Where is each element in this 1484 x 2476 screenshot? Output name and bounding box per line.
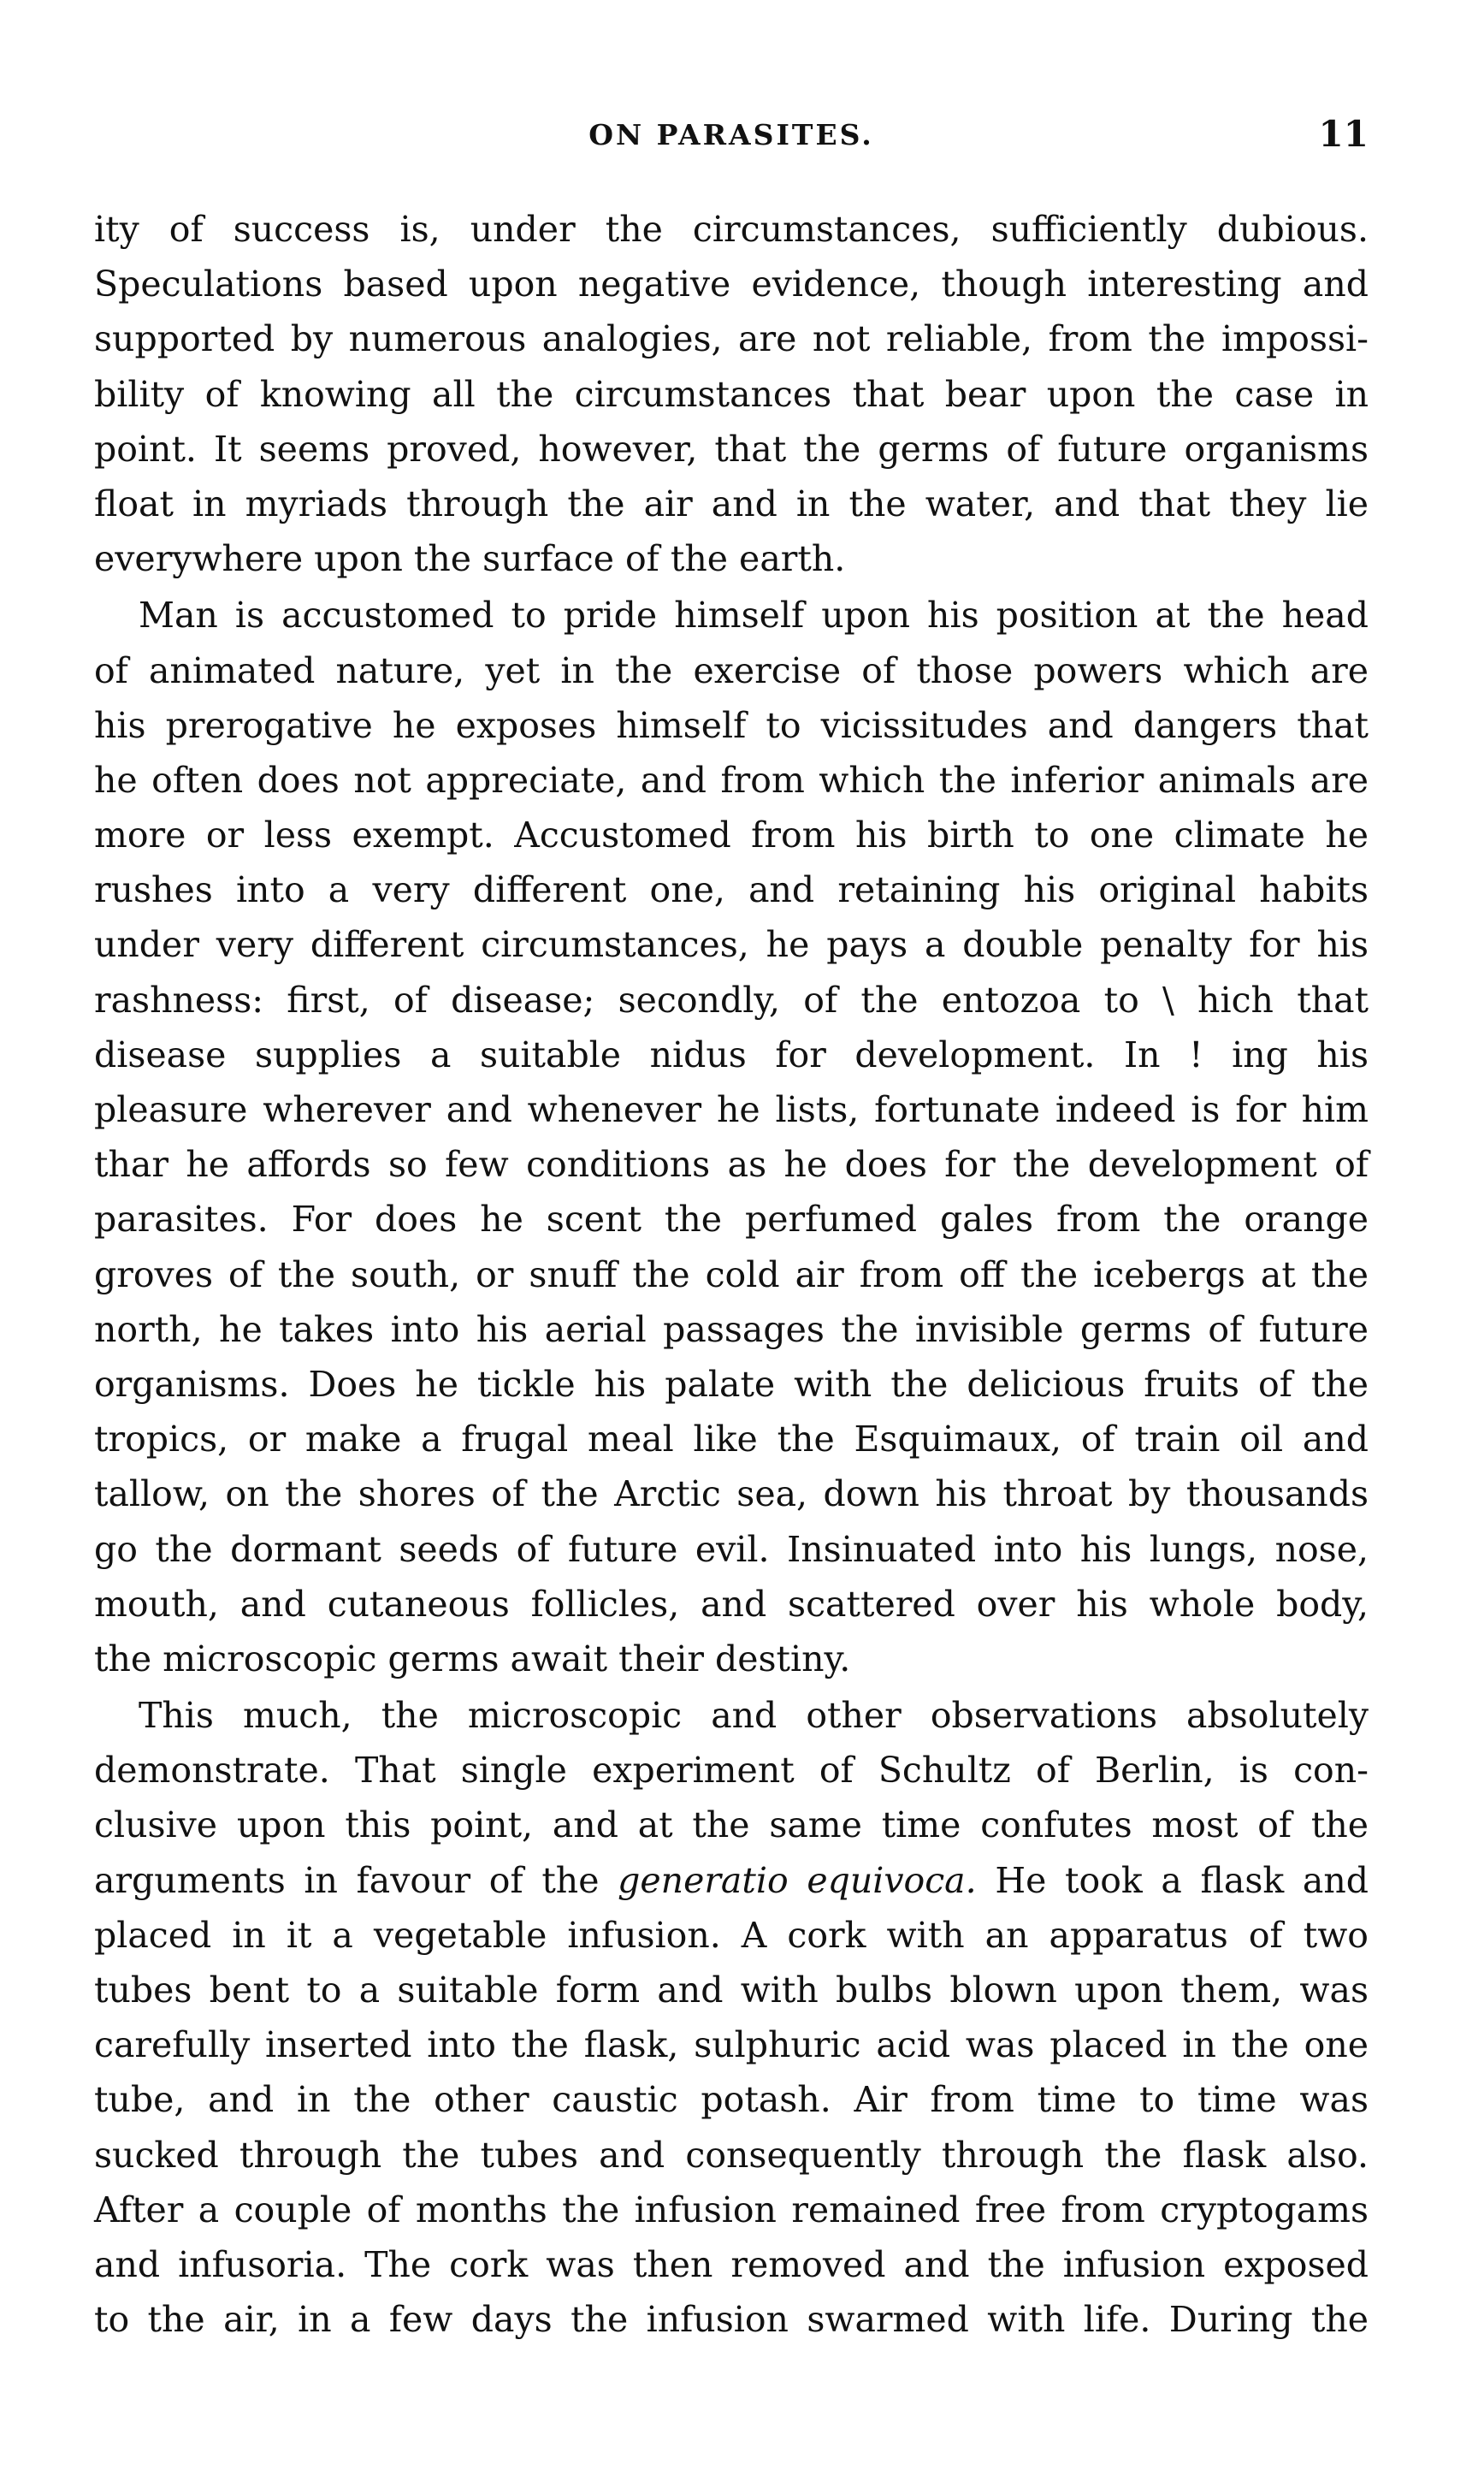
text-line: rashness: first, of disease; secondly, of the entozoa to \ hich that bbox=[94, 979, 1369, 1021]
text-line: north, he takes into his aerial passages the invisible germs of future bbox=[94, 1308, 1369, 1350]
text-line: under very different circumstances, he pays a double penalty for his bbox=[94, 924, 1369, 966]
text-line: he often does not appreciate, and from which the inferior animals are bbox=[94, 759, 1369, 801]
text-line: tropics, or make a frugal meal like the Esquimaux, of train oil and bbox=[94, 1419, 1369, 1460]
text-line: the microscopic germs await their destiny. bbox=[94, 1638, 851, 1679]
text-line: to the air, in a few days the infusion swarmed with life. During the bbox=[94, 2299, 1369, 2341]
text-line: disease supplies a suitable nidus for development. In ! ing his bbox=[94, 1034, 1369, 1075]
text-line: mouth, and cutaneous follicles, and scattered over his whole body, bbox=[94, 1583, 1369, 1625]
running-title: ON PARASITES. bbox=[588, 118, 874, 151]
text-line: organisms. Does he tickle his palate with the delicious fruits of the bbox=[94, 1363, 1369, 1405]
text-line: go the dormant seeds of future evil. Insinuated into his lungs, nose, bbox=[94, 1528, 1369, 1570]
text-line: everywhere upon the surface of the earth. bbox=[94, 538, 846, 580]
text-line: tubes bent to a suitable form and with bulbs blown upon them, was bbox=[94, 1970, 1369, 2011]
text-line: and infusoria. The cork was then removed and the infusion exposed bbox=[94, 2243, 1369, 2285]
line-start: arguments in favour of the bbox=[94, 1859, 600, 1901]
text-line: supported by numerous analogies, are not reliable, from the impossi- bbox=[94, 318, 1369, 360]
text-line: his prerogative he exposes himself to vicissitudes and dangers that bbox=[94, 704, 1369, 746]
text-line: ity of success is, under the circumstances, sufficiently dubious. bbox=[94, 209, 1369, 250]
text-line: sucked through the tubes and consequently through the flask also. bbox=[94, 2134, 1369, 2176]
text-line: Speculations based upon negative evidence, though interesting and bbox=[94, 264, 1369, 305]
text-line: pleasure wherever and whenever he lists, fortunate indeed is for him bbox=[94, 1089, 1369, 1130]
text-line: carefully inserted into the flask, sulphuric acid was placed in the one bbox=[94, 2024, 1369, 2066]
text-line: rushes into a very different one, and retaining his original habits bbox=[94, 869, 1369, 911]
body-text bbox=[94, 202, 1369, 2347]
page-number: 11 bbox=[1318, 113, 1369, 155]
paragraph-2 bbox=[94, 588, 1369, 1686]
text-line: point. It seems proved, however, that the germs of future organisms bbox=[94, 428, 1369, 470]
text-line: Man is accustomed to pride himself upon his position at the head bbox=[139, 595, 1369, 637]
text-line: demonstrate. That single experiment of Schultz of Berlin, is con- bbox=[94, 1750, 1369, 1792]
text-line: clusive upon this point, and at the same time confutes most of the bbox=[94, 1804, 1369, 1846]
text-line: placed in it a vegetable infusion. A cork with an apparatus of two bbox=[94, 1914, 1369, 1956]
text-line: tallow, on the shores of the Arctic sea, down his throat by thousands bbox=[94, 1473, 1369, 1515]
text-line-with-italic bbox=[94, 1853, 1369, 1908]
running-head bbox=[94, 113, 1369, 169]
text-line: parasites. For does he scent the perfumed gales from the orange bbox=[94, 1199, 1369, 1241]
italic-term: generatio equivoca. bbox=[618, 1859, 977, 1901]
text-line: tube, and in the other caustic potash. Air from time to time was bbox=[94, 2079, 1369, 2121]
text-line: This much, the microscopic and other observations absolutely bbox=[139, 1695, 1369, 1737]
text-line: float in myriads through the air and in the water, and that they lie bbox=[94, 483, 1369, 524]
text-line: more or less exempt. Accustomed from his birth to one climate he bbox=[94, 814, 1369, 856]
text-line: of animated nature, yet in the exercise of those powers which are bbox=[94, 649, 1369, 691]
paragraph-3 bbox=[94, 1688, 1369, 2347]
text-line: groves of the south, or snuff the cold air from off the icebergs at the bbox=[94, 1253, 1369, 1295]
text-line: bility of knowing all the circumstances that bear upon the case in bbox=[94, 373, 1369, 415]
text-line: After a couple of months the infusion remained free from cryptogams bbox=[94, 2189, 1369, 2230]
line-end: He took a flask and bbox=[995, 1859, 1369, 1901]
paragraph-1 bbox=[94, 202, 1369, 586]
text-line: thar he affords so few conditions as he does for the development of bbox=[94, 1144, 1369, 1186]
